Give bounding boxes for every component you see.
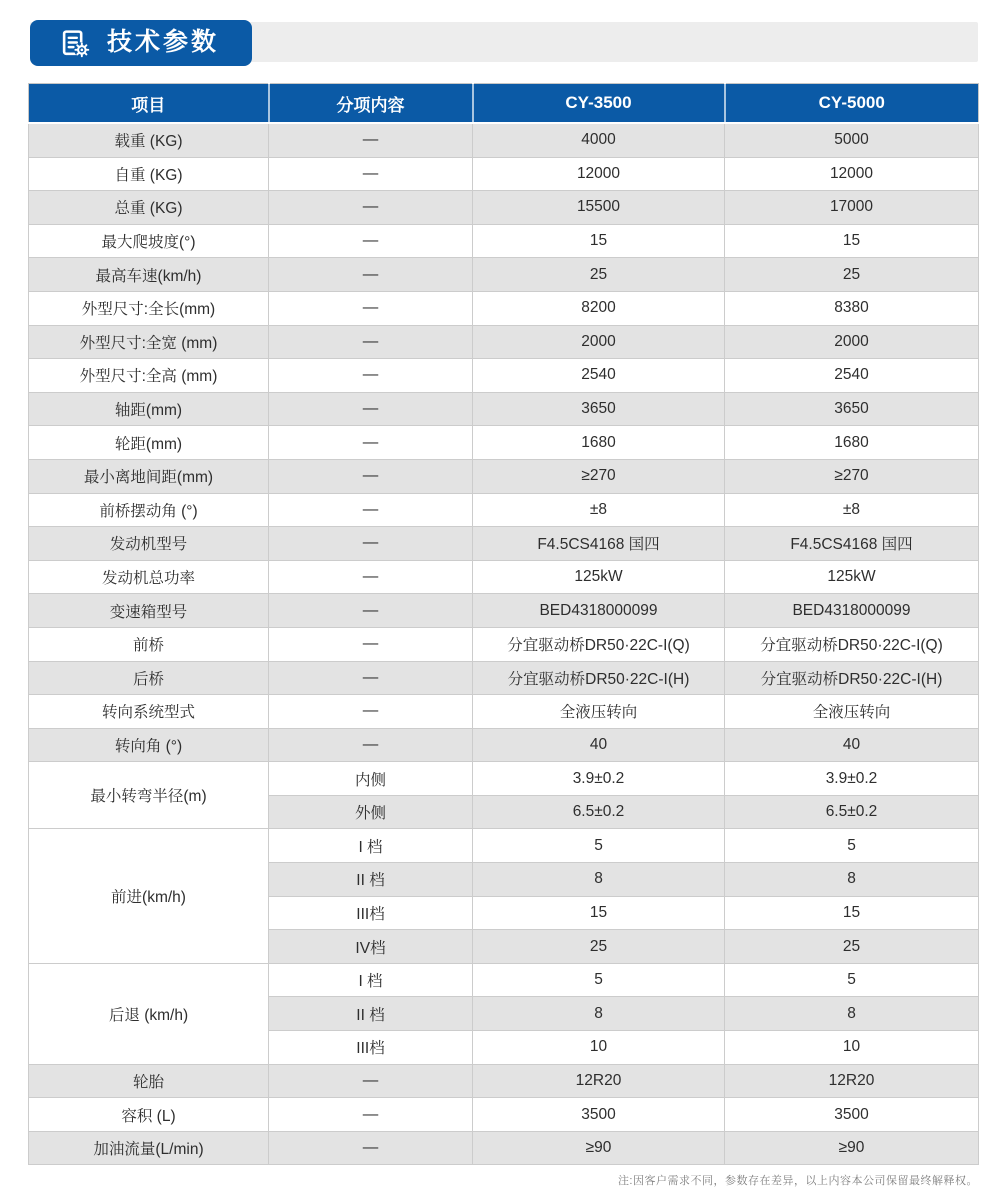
table-row — [29, 191, 979, 225]
cy3500-value-cell: 25 — [473, 258, 725, 292]
cy3500-value-cell: 12000 — [473, 157, 725, 191]
cy5000-value-cell: 10 — [725, 1031, 979, 1065]
table-row — [29, 258, 979, 292]
cy3500-value-cell: 5 — [473, 963, 725, 997]
table-row — [29, 594, 979, 628]
cy5000-value-cell: 25 — [725, 258, 979, 292]
sub-item-cell: IV档 — [269, 930, 473, 964]
sub-item-cell: — — [269, 191, 473, 225]
sub-item-cell: — — [269, 392, 473, 426]
sub-item-cell: — — [269, 493, 473, 527]
table-row — [29, 493, 979, 527]
table-row — [29, 728, 979, 762]
cy3500-value-cell: ≥270 — [473, 459, 725, 493]
param-label-cell: 变速箱型号 — [29, 594, 269, 628]
column-header-cy5000: CY-5000 — [725, 84, 979, 124]
param-label-cell: 轮距(mm) — [29, 426, 269, 460]
cy3500-value-cell: 4000 — [473, 123, 725, 157]
table-row — [29, 963, 979, 997]
cy5000-value-cell: ±8 — [725, 493, 979, 527]
cy5000-value-cell: 5 — [725, 829, 979, 863]
sub-item-cell: 外侧 — [269, 795, 473, 829]
cy5000-value-cell: ≥90 — [725, 1131, 979, 1165]
param-label-cell: 总重 (KG) — [29, 191, 269, 225]
cy5000-value-cell: 5000 — [725, 123, 979, 157]
spec-sheet-gear-icon — [60, 28, 91, 59]
cy3500-value-cell: 8200 — [473, 291, 725, 325]
table-row — [29, 1098, 979, 1132]
cy3500-value-cell: 15 — [473, 224, 725, 258]
param-label-cell: 最小转弯半径(m) — [29, 762, 269, 829]
sub-item-cell: — — [269, 359, 473, 393]
sub-item-cell: II 档 — [269, 997, 473, 1031]
sub-item-cell: — — [269, 325, 473, 359]
sub-item-cell: — — [269, 594, 473, 628]
table-row — [29, 1064, 979, 1098]
table-row — [29, 560, 979, 594]
param-label-cell: 转向系统型式 — [29, 695, 269, 729]
cy5000-value-cell: F4.5CS4168 国四 — [725, 527, 979, 561]
cy3500-value-cell: 分宜驱动桥DR50·22C-I(Q) — [473, 627, 725, 661]
sub-item-cell: — — [269, 728, 473, 762]
sub-item-cell: — — [269, 426, 473, 460]
cy5000-value-cell: 分宜驱动桥DR50·22C-I(Q) — [725, 627, 979, 661]
sub-item-cell: — — [269, 560, 473, 594]
table-row — [29, 695, 979, 729]
cy5000-value-cell: 12R20 — [725, 1064, 979, 1098]
param-label-cell: 自重 (KG) — [29, 157, 269, 191]
table-row — [29, 392, 979, 426]
sub-item-cell: — — [269, 157, 473, 191]
table-row — [29, 829, 979, 863]
column-header-item: 项目 — [29, 84, 269, 124]
cy3500-value-cell: ≥90 — [473, 1131, 725, 1165]
cy3500-value-cell: F4.5CS4168 国四 — [473, 527, 725, 561]
param-label-cell: 发动机型号 — [29, 527, 269, 561]
sub-item-cell: 内侧 — [269, 762, 473, 796]
cy5000-value-cell: 8 — [725, 863, 979, 897]
cy5000-value-cell: 2000 — [725, 325, 979, 359]
param-label-cell: 后桥 — [29, 661, 269, 695]
table-row — [29, 426, 979, 460]
cy5000-value-cell: 40 — [725, 728, 979, 762]
table-row — [29, 661, 979, 695]
spec-table-body — [29, 123, 979, 1165]
cy3500-value-cell: 25 — [473, 930, 725, 964]
cy5000-value-cell: 25 — [725, 930, 979, 964]
sub-item-cell: III档 — [269, 896, 473, 930]
table-header-row — [29, 84, 979, 124]
table-row — [29, 157, 979, 191]
cy5000-value-cell: 3.9±0.2 — [725, 762, 979, 796]
table-row — [29, 224, 979, 258]
cy3500-value-cell: 10 — [473, 1031, 725, 1065]
cy3500-value-cell: 2540 — [473, 359, 725, 393]
cy5000-value-cell: 5 — [725, 963, 979, 997]
cy3500-value-cell: 3.9±0.2 — [473, 762, 725, 796]
cy3500-value-cell: 全液压转向 — [473, 695, 725, 729]
cy5000-value-cell: 3500 — [725, 1098, 979, 1132]
param-label-cell: 载重 (KG) — [29, 123, 269, 157]
cy3500-value-cell: 12R20 — [473, 1064, 725, 1098]
cy5000-value-cell: 12000 — [725, 157, 979, 191]
param-label-cell: 前桥 — [29, 627, 269, 661]
param-label-cell: 容积 (L) — [29, 1098, 269, 1132]
cy5000-value-cell: 15 — [725, 224, 979, 258]
param-label-cell: 前进(km/h) — [29, 829, 269, 963]
param-label-cell: 轮胎 — [29, 1064, 269, 1098]
cy5000-value-cell: 125kW — [725, 560, 979, 594]
sub-item-cell: — — [269, 1131, 473, 1165]
cy3500-value-cell: 分宜驱动桥DR50·22C-I(H) — [473, 661, 725, 695]
param-label-cell: 轴距(mm) — [29, 392, 269, 426]
sub-item-cell: — — [269, 459, 473, 493]
sub-item-cell: I 档 — [269, 829, 473, 863]
cy5000-value-cell: BED4318000099 — [725, 594, 979, 628]
cy5000-value-cell: 17000 — [725, 191, 979, 225]
table-row — [29, 762, 979, 796]
param-label-cell: 转向角 (°) — [29, 728, 269, 762]
cy5000-value-cell: 6.5±0.2 — [725, 795, 979, 829]
section-title-badge — [30, 20, 252, 66]
table-row — [29, 359, 979, 393]
cy3500-value-cell: 2000 — [473, 325, 725, 359]
cy3500-value-cell: 8 — [473, 997, 725, 1031]
cy3500-value-cell: 5 — [473, 829, 725, 863]
sub-item-cell: — — [269, 291, 473, 325]
sub-item-cell: — — [269, 527, 473, 561]
param-label-cell: 最大爬坡度(°) — [29, 224, 269, 258]
cy3500-value-cell: ±8 — [473, 493, 725, 527]
cy3500-value-cell: 15500 — [473, 191, 725, 225]
sub-item-cell: — — [269, 258, 473, 292]
sub-item-cell: III档 — [269, 1031, 473, 1065]
param-label-cell: 外型尺寸:全长(mm) — [29, 291, 269, 325]
cy5000-value-cell: 全液压转向 — [725, 695, 979, 729]
sub-item-cell: — — [269, 224, 473, 258]
table-row — [29, 627, 979, 661]
param-label-cell: 外型尺寸:全宽 (mm) — [29, 325, 269, 359]
footnote: 注:因客户需求不同，参数存在差异，以上内容本公司保留最终解释权。 — [617, 1175, 978, 1187]
param-label-cell: 发动机总功率 — [29, 560, 269, 594]
table-row — [29, 527, 979, 561]
cy5000-value-cell: 1680 — [725, 426, 979, 460]
cy3500-value-cell: BED4318000099 — [473, 594, 725, 628]
sub-item-cell: — — [269, 123, 473, 157]
table-row — [29, 291, 979, 325]
cy5000-value-cell: 分宜驱动桥DR50·22C-I(H) — [725, 661, 979, 695]
cy5000-value-cell: 15 — [725, 896, 979, 930]
param-label-cell: 最小离地间距(mm) — [29, 459, 269, 493]
sub-item-cell: — — [269, 1064, 473, 1098]
sub-item-cell: I 档 — [269, 963, 473, 997]
cy3500-value-cell: 3650 — [473, 392, 725, 426]
table-row — [29, 123, 979, 157]
cy3500-value-cell: 3500 — [473, 1098, 725, 1132]
table-row — [29, 459, 979, 493]
spec-table — [28, 83, 979, 1165]
param-label-cell: 外型尺寸:全高 (mm) — [29, 359, 269, 393]
param-label-cell: 加油流量(L/min) — [29, 1131, 269, 1165]
table-row — [29, 325, 979, 359]
cy5000-value-cell: ≥270 — [725, 459, 979, 493]
column-header-cy3500: CY-3500 — [473, 84, 725, 124]
param-label-cell: 前桥摆动角 (°) — [29, 493, 269, 527]
cy5000-value-cell: 8 — [725, 997, 979, 1031]
cy3500-value-cell: 40 — [473, 728, 725, 762]
cy3500-value-cell: 1680 — [473, 426, 725, 460]
cy3500-value-cell: 6.5±0.2 — [473, 795, 725, 829]
sub-item-cell: — — [269, 695, 473, 729]
table-row — [29, 1131, 979, 1165]
sub-item-cell: — — [269, 627, 473, 661]
cy5000-value-cell: 8380 — [725, 291, 979, 325]
sub-item-cell: II 档 — [269, 863, 473, 897]
cy3500-value-cell: 15 — [473, 896, 725, 930]
sub-item-cell: — — [269, 661, 473, 695]
cy5000-value-cell: 2540 — [725, 359, 979, 393]
cy3500-value-cell: 8 — [473, 863, 725, 897]
sub-item-cell: — — [269, 1098, 473, 1132]
column-header-subitem: 分项内容 — [269, 84, 473, 124]
page-title: 技术参数 — [107, 27, 220, 56]
cy5000-value-cell: 3650 — [725, 392, 979, 426]
param-label-cell: 后退 (km/h) — [29, 963, 269, 1064]
cy3500-value-cell: 125kW — [473, 560, 725, 594]
param-label-cell: 最高车速(km/h) — [29, 258, 269, 292]
